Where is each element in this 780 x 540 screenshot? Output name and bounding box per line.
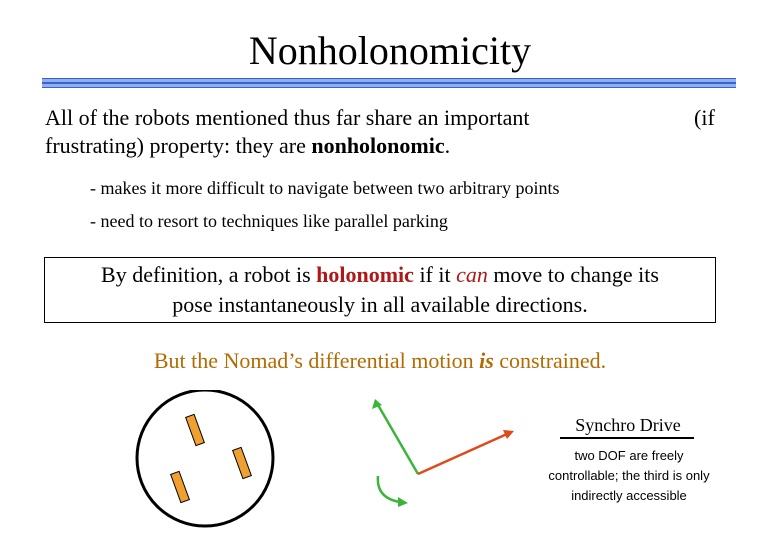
intro-line-1: All of the robots mentioned thus far share an important xyxy=(45,105,530,130)
definition-part-2: if it xyxy=(413,262,457,287)
intro-line-2-suffix: . xyxy=(444,133,451,158)
dof-caption-line-3: indirectly accessible xyxy=(571,488,687,503)
wheel-bottom xyxy=(171,471,190,502)
nomad-suffix: constrained. xyxy=(493,348,607,373)
definition-part-3: move to change its xyxy=(487,262,659,287)
title-underline xyxy=(42,78,736,88)
dof-caption-line-2: controllable; the third is only xyxy=(548,468,710,483)
synchro-drive-diagram xyxy=(0,390,560,540)
definition-text xyxy=(44,260,716,320)
intro-line-2-prefix: frustrating) property: they are xyxy=(45,133,312,158)
synchro-drive-label: Synchro Drive xyxy=(575,415,681,435)
rotation-arrowhead xyxy=(398,497,408,507)
nonholonomic-keyword: nonholonomic xyxy=(311,133,445,158)
holonomic-keyword: holonomic xyxy=(316,262,414,287)
can-keyword: can xyxy=(456,262,488,287)
red-axis-line xyxy=(418,434,507,474)
definition-line-2: pose instantaneously in all available directions. xyxy=(172,292,588,317)
page-title: Nonholonomicity xyxy=(248,28,532,73)
dof-caption-line-1: two DOF are freely xyxy=(574,448,684,463)
wheel-right xyxy=(233,447,252,478)
nomad-is-emphasis: is xyxy=(479,348,494,373)
definition-line-1 xyxy=(44,260,716,290)
robot-body-circle xyxy=(137,390,273,526)
nomad-prefix: But the Nomad’s differential motion xyxy=(153,348,480,373)
bullet-navigation: - makes it more difficult to navigate between two arbitrary points xyxy=(90,178,560,198)
definition-part-1: By definition, a robot is xyxy=(101,262,317,287)
nomad-statement xyxy=(0,347,760,375)
dof-caption xyxy=(526,446,732,506)
bullet-parallel-parking: - need to resort to techniques like parallel parking xyxy=(90,211,448,231)
intro-aside: (if xyxy=(694,105,715,130)
intro-line-2 xyxy=(45,132,450,160)
green-axis-line xyxy=(378,405,418,474)
synchro-drive-underline xyxy=(560,437,694,439)
rotation-arc xyxy=(378,476,400,502)
wheel-top xyxy=(186,414,205,445)
